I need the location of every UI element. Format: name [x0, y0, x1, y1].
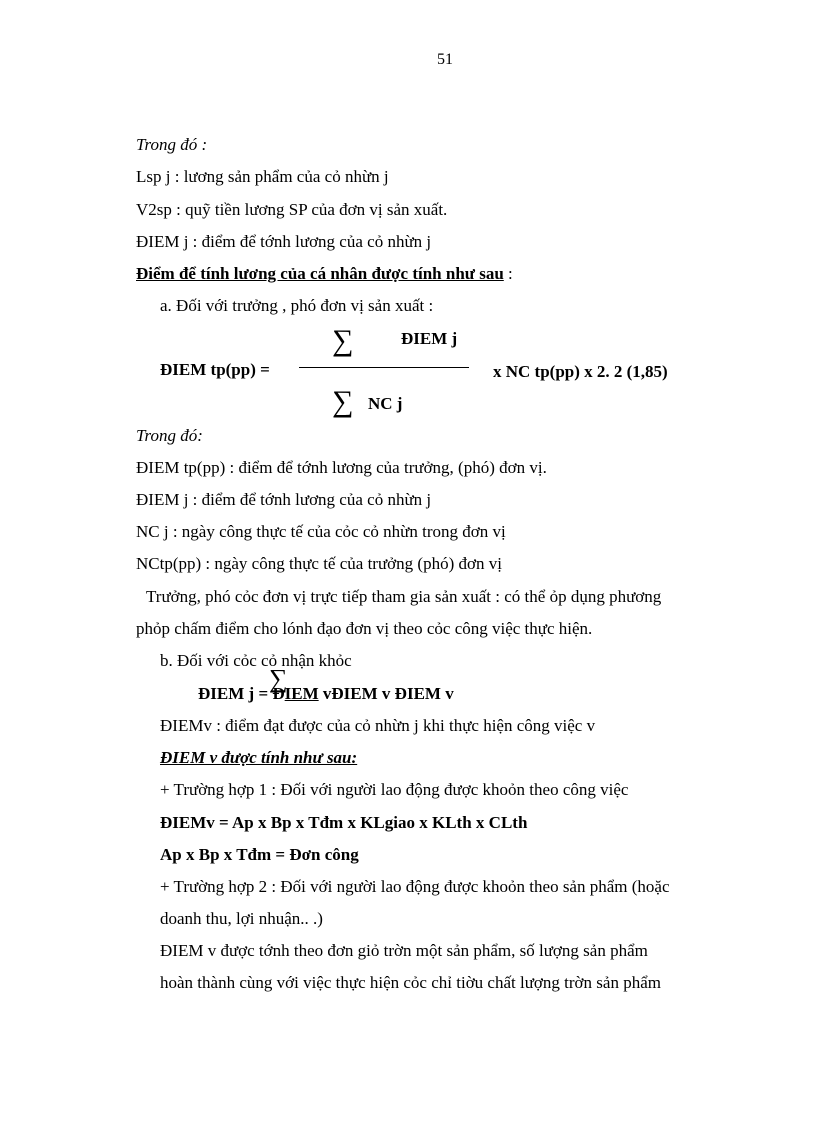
formula-2-part-b: IEM [284, 684, 319, 703]
formula-1-fraction-line [299, 367, 469, 368]
formula-2-part-a: ĐIEM j = Đ [198, 684, 285, 703]
formula-1-numerator: ĐIEM j [401, 329, 458, 348]
paragraph-diem-v-2: hoàn thành cùng với việc thực hiện cỏc chỉ tiờu chất lượng trờn sản phẩm [160, 973, 661, 992]
formula-2-sigma: ∑ [269, 664, 288, 693]
page-number: 51 [437, 51, 453, 68]
formula-1-lhs: ĐIEM tp(pp) = [160, 360, 270, 379]
formula-4: Ap x Bp x Tđm = Đơn công [160, 845, 359, 864]
formula-1-denominator: NC j [368, 394, 403, 413]
formula-3: ĐIEMv = Ap x Bp x Tđm x KLgiao x KLth x CLth [160, 813, 528, 832]
formula-1-rhs: x NC tp(pp) x 2. 2 (1,85) [493, 362, 668, 381]
formula-2 [198, 684, 454, 704]
text-line-v2sp: V2sp : quỹ tiền lương SP của đơn vị sản xuất. [136, 200, 448, 219]
item-a: a. Đối với trưởng , phó đơn vị sản xuất : [160, 296, 434, 315]
subheading-diem-v: ĐIEM v được tính như sau: [160, 748, 358, 767]
text-line-diem-j-2: ĐIEM j : điểm để tớnh lương của cỏ nhừn j [136, 490, 432, 509]
section-heading [136, 264, 513, 284]
text-line-diem-tp: ĐIEM tp(pp) : điểm để tớnh lương của trưởng, (phó) đơn vị. [136, 458, 547, 477]
text-line-truong-hop-2: + Trường hợp 2 : Đối với người lao động được khoỏn theo sản phẩm (hoặc [160, 877, 670, 896]
section-heading-colon: : [508, 264, 513, 283]
text-line-truong-hop-1: + Trường hợp 1 : Đối với người lao động được khoỏn theo công việc [160, 780, 629, 799]
section-heading-text: Điểm để tính lương của cá nhân được tính như sau [136, 264, 504, 283]
formula-1-sigma-bottom: ∑ [332, 385, 354, 418]
text-line-nc-j: NC j : ngày công thực tế của cỏc cỏ nhừn trong đơn vị [136, 522, 506, 541]
text-line-truong-hop-2-cont: doanh thu, lợi nhuận.. .) [160, 909, 323, 928]
formula-2-part-c: vĐIEM v ĐIEM v [318, 684, 454, 703]
formula-1-sigma-top: ∑ [332, 324, 354, 357]
item-b: b. Đối với cỏc cỏ nhận khỏc [160, 651, 352, 670]
text-line-trong-do-2: Trong đó: [136, 426, 203, 445]
text-line-lsp: Lsp j : lương sản phẩm của cỏ nhừn j [136, 167, 389, 186]
text-line-trong-do: Trong đó : [136, 135, 208, 154]
text-line-diem-j: ĐIEM j : điểm để tớnh lương của cỏ nhừn j [136, 232, 432, 251]
text-line-diemv: ĐIEMv : điểm đạt được của cỏ nhừn j khi thực hiện công việc v [160, 716, 596, 735]
text-line-nctp: NCtp(pp) : ngày công thực tế của trưởng (phó) đơn vị [136, 554, 502, 573]
paragraph-diem-v-1: ĐIEM v được tớnh theo đơn giỏ trờn một sản phẩm, số lượng sản phẩm [160, 941, 648, 960]
paragraph-truong-pho-2: phỏp chấm điểm cho lónh đạo đơn vị theo cỏc công việc thực hiện. [136, 619, 593, 638]
paragraph-truong-pho-1: Trưởng, phó cỏc đơn vị trực tiếp tham gia sản xuất : có thể ỏp dụng phương [146, 587, 662, 606]
